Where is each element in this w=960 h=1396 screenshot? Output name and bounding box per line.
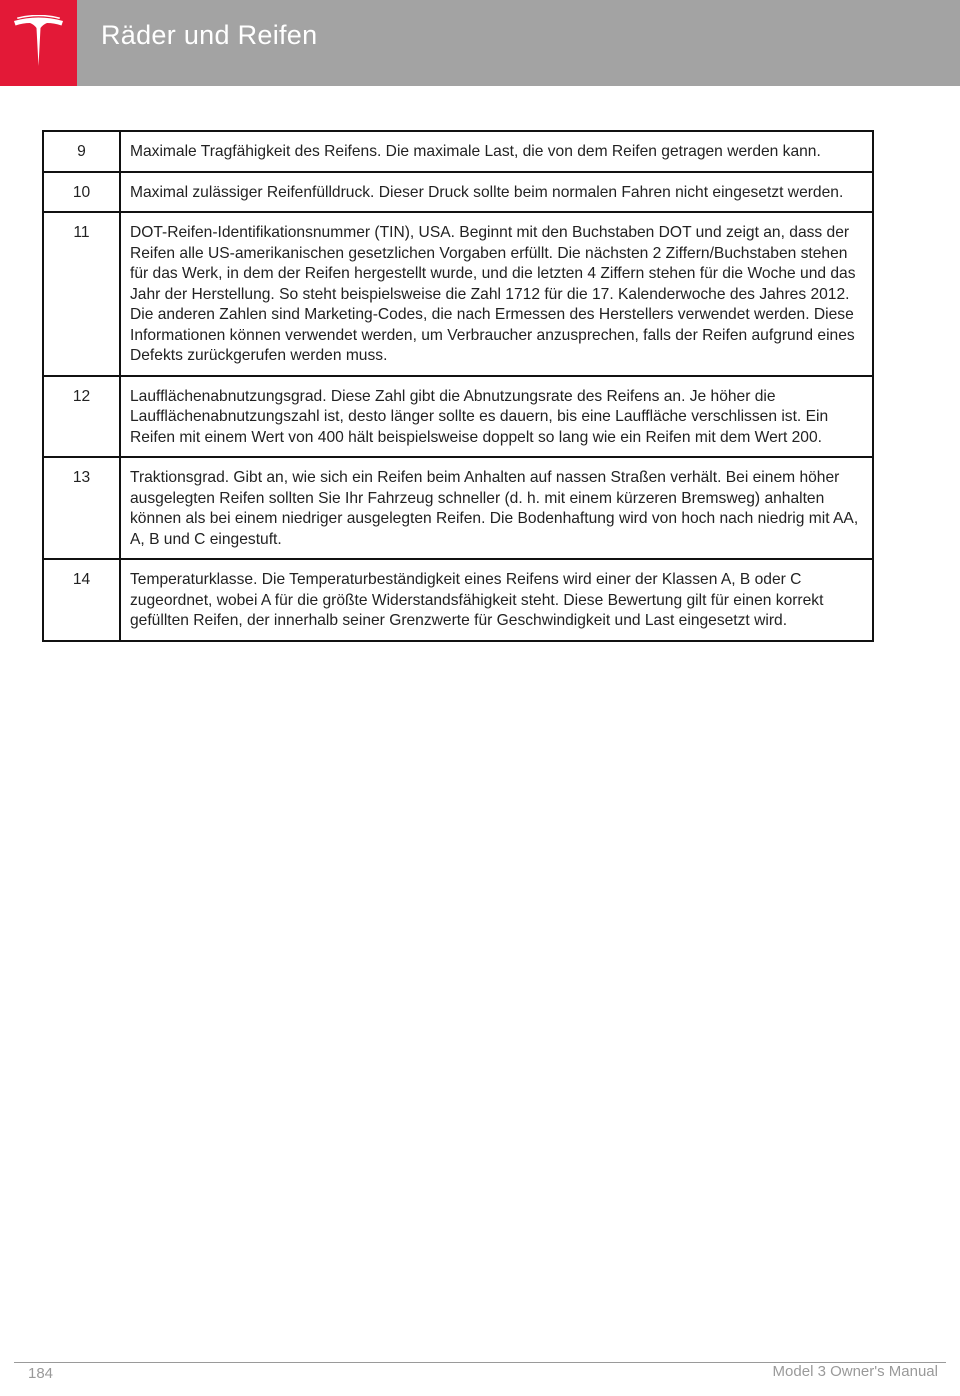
page-number: 184 — [28, 1365, 54, 1382]
row-description: Maximal zulässiger Reifenfülldruck. Dieser Druck sollte beim normalen Fahren nicht eingesetzt werden. — [120, 172, 873, 213]
table-row — [43, 212, 873, 376]
table-row — [43, 131, 873, 172]
tesla-logo-icon — [13, 15, 64, 67]
tire-marking-table — [42, 130, 874, 642]
row-number: 13 — [43, 457, 120, 559]
table-row — [43, 457, 873, 559]
manual-title: Model 3 Owner's Manual — [772, 1363, 938, 1380]
table-row — [43, 559, 873, 641]
table-row — [43, 172, 873, 213]
row-number: 11 — [43, 212, 120, 376]
row-description: DOT-Reifen-Identifikationsnummer (TIN), USA. Beginnt mit den Buchstaben DOT und zeigt an, dass der Reifen alle US-amerikanischen gesetzlichen Vorgaben erfüllt. Die nächsten 2 Ziffern/Buchstaben stehen für das Werk, in dem der Reifen hergestellt wurde, und die letzten 4 Ziffern stehen für die Woche und das Jahr der Herstellung. So steht beispielsweise die Zahl 1712 für die 17. Kalenderwoche des Jahres 2012. Die anderen Zahlen sind Marketing-Codes, die nach Ermessen des Herstellers verwendet werden. Diese Informationen können verwendet werden, um Verbraucher anzusprechen, falls der Reifen aufgrund eines Defekts zurückgerufen werden muss. — [120, 212, 873, 376]
table-row — [43, 376, 873, 458]
row-number: 9 — [43, 131, 120, 172]
row-number: 14 — [43, 559, 120, 641]
logo-box — [0, 0, 77, 86]
row-description: Maximale Tragfähigkeit des Reifens. Die maximale Last, die von dem Reifen getragen werden kann. — [120, 131, 873, 172]
row-number: 10 — [43, 172, 120, 213]
row-description: Traktionsgrad. Gibt an, wie sich ein Reifen beim Anhalten auf nassen Straßen verhält. Bei einem höher ausgelegten Reifen sollten Sie Ihr Fahrzeug schneller (d. h. mit einem kürzeren Bremsweg) anhalten können als bei einem niedriger ausgelegten Reifen. Die Bodenhaftung wird von hoch nach niedrig mit AA, A, B und C eingestuft. — [120, 457, 873, 559]
page-header — [0, 0, 960, 86]
page-title: Räder und Reifen — [101, 20, 318, 50]
row-description: Laufflächenabnutzungsgrad. Diese Zahl gibt die Abnutzungsrate des Reifens an. Je höher die Laufflächenabnutzungszahl ist, desto länger sollte es dauern, bis eine Lauffläche verschlissen ist. Ein Reifen mit einem Wert von 400 hält beispielsweise doppelt so lang wie ein Reifen mit dem Wert 200. — [120, 376, 873, 458]
row-number: 12 — [43, 376, 120, 458]
row-description: Temperaturklasse. Die Temperaturbeständigkeit eines Reifens wird einer der Klassen A, B oder C zugeordnet, wobei A für die größte Widerstandsfähigkeit steht. Diese Bewertung gilt für einen korrekt gefüllten Reifen, der innerhalb seiner Grenzwerte für Geschwindigkeit und Last eingesetzt wird. — [120, 559, 873, 641]
